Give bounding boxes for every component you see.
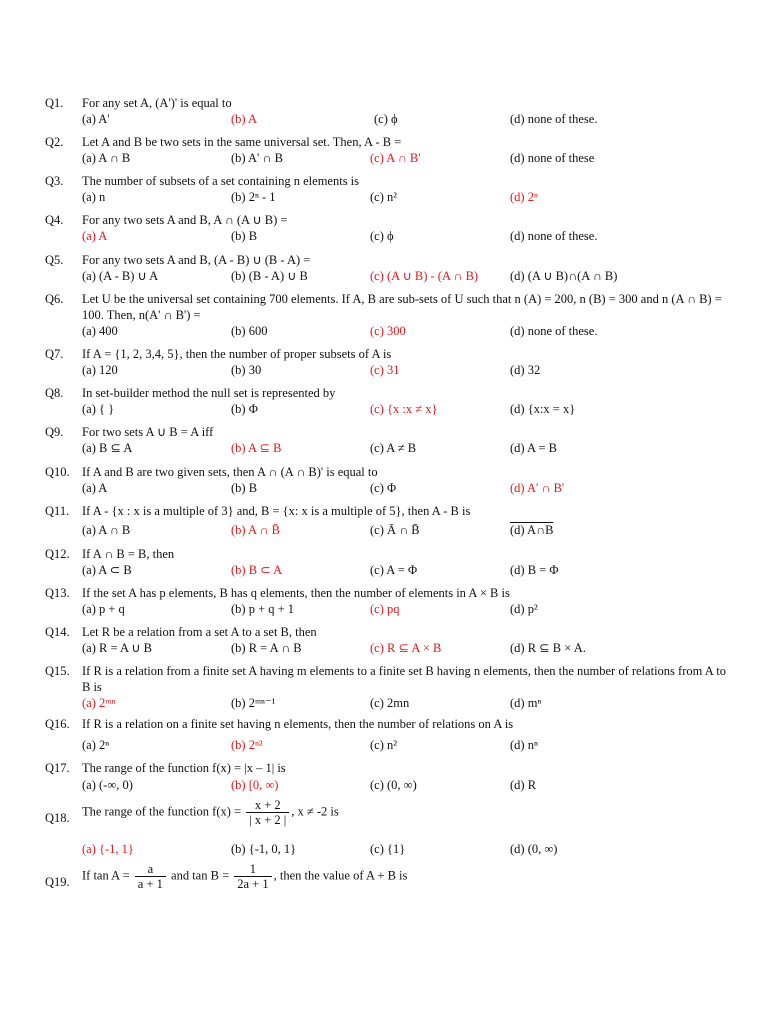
numerator: x + 2	[246, 798, 289, 813]
option-d: (d) nⁿ	[510, 738, 538, 752]
option-c: (c) n²	[370, 190, 397, 204]
option-b: (b) 2ⁿ²	[231, 738, 263, 752]
question-stem: Let U be the universal set containing 700 elements. If A, B are sub-sets of U such that n (A) = 200, n (B) = 300 and n (A ∩ B) = 100. Then, n(A' ∩ B') =	[82, 292, 722, 322]
option-b: (b) 30	[231, 363, 262, 377]
fraction	[234, 862, 271, 891]
option-a: (a) A'	[82, 112, 110, 126]
option-a: (a) A ∩ B	[82, 523, 131, 537]
option-b: (b) (B - A) ∪ B	[231, 269, 308, 283]
option-b: (b) [0, ∞)	[231, 778, 279, 792]
question-number: Q6.	[45, 292, 64, 306]
option-c: (c) 300	[370, 324, 406, 338]
option-b: (b) B	[231, 229, 258, 243]
question-number: Q7.	[45, 347, 64, 361]
question-number: Q10.	[45, 465, 70, 479]
question-stem	[82, 798, 732, 827]
option-c: (c) Ā ∩ B̄	[370, 523, 420, 537]
option-d: (d) none of these	[510, 151, 595, 165]
option-b: (b) 2ⁿ - 1	[231, 190, 276, 204]
stem-text: , x ≠ -2 is	[291, 804, 339, 819]
option-b: (b) A' ∩ B	[231, 151, 283, 165]
option-a: (a) 2ᵐⁿ	[82, 696, 116, 710]
option-c: (c) {1}	[370, 842, 406, 856]
question-stem: For any two sets A and B, (A - B) ∪ (B - A) =	[82, 253, 311, 267]
option-d: (d) R	[510, 778, 537, 792]
fraction	[135, 862, 166, 891]
option-a: (a) (A - B) ∪ A	[82, 269, 159, 283]
question-number: Q15.	[45, 664, 70, 678]
option-d: (d) A' ∩ B'	[510, 481, 565, 495]
question-number: Q3.	[45, 174, 64, 188]
option-b: (b) Φ	[231, 402, 258, 416]
option-d: (d) {x:x = x}	[510, 402, 576, 416]
question-stem: In set-builder method the null set is represented by	[82, 386, 336, 400]
option-c: (c) (0, ∞)	[370, 778, 417, 792]
question-number: Q8.	[45, 386, 64, 400]
option-a: (a) A	[82, 481, 108, 495]
option-c: (c) Φ	[370, 481, 397, 495]
question-stem: Let R be a relation from a set A to a set B, then	[82, 625, 317, 639]
option-b: (b) A	[231, 112, 258, 126]
option-d: (d) none of these.	[510, 112, 598, 126]
option-d: (d) (0, ∞)	[510, 842, 558, 856]
option-b: (b) B	[231, 481, 258, 495]
question-stem: If R is a relation on a finite set having n elements, then the number of relations on A is	[82, 717, 514, 731]
option-c: (c) 31	[370, 363, 400, 377]
option-d: (d) p²	[510, 602, 538, 616]
question-number: Q12.	[45, 547, 70, 561]
option-a: (a) (-∞, 0)	[82, 778, 133, 792]
option-a: (a) A ∩ B	[82, 151, 131, 165]
option-a: (a) 120	[82, 363, 118, 377]
question-stem: If the set A has p elements, B has q elements, then the number of elements in A × B is	[82, 586, 510, 600]
denominator: | x + 2 |	[249, 813, 287, 827]
option-c: (c) A ≠ B	[370, 441, 417, 455]
option-b: (b) A ⊆ B	[231, 441, 282, 455]
option-d: (d) A∩B	[510, 523, 554, 537]
stem-text: The range of the function f(x) =	[82, 804, 245, 819]
option-c: (c) 2mn	[370, 696, 410, 710]
option-c: (c) A ∩ B'	[370, 151, 421, 165]
question-stem: For two sets A ∪ B = A iff	[82, 425, 214, 439]
question-stem: The range of the function f(x) = |x – 1| is	[82, 761, 286, 775]
question-stem	[82, 862, 732, 891]
option-b: (b) A ∩ B̄	[231, 523, 280, 537]
option-d: (d) 2ⁿ	[510, 190, 538, 204]
stem-text: , then the value of A + B is	[273, 868, 408, 883]
option-a: (a) 2ⁿ	[82, 738, 110, 752]
question-number: Q2.	[45, 135, 64, 149]
option-c: (c) n²	[370, 738, 397, 752]
option-a: (a) A ⊂ B	[82, 563, 132, 577]
option-d: (d) none of these.	[510, 229, 598, 243]
option-d: (d) mⁿ	[510, 696, 542, 710]
question-number: Q1.	[45, 96, 64, 110]
option-c: (c) pq	[370, 602, 400, 616]
option-c: (c) A = Φ	[370, 563, 418, 577]
option-d: (d) none of these.	[510, 324, 598, 338]
question-number: Q17.	[45, 761, 70, 775]
question-stem: If A ∩ B = B, then	[82, 547, 175, 561]
question-number: Q14.	[45, 625, 70, 639]
option-c: (c) ϕ	[370, 229, 394, 243]
option-c: (c) R ⊆ A × B	[370, 641, 442, 655]
option-d: (d) (A ∪ B)∩(A ∩ B)	[510, 269, 618, 283]
option-b: (b) {-1, 0, 1}	[231, 842, 297, 856]
option-a: (a) { }	[82, 402, 115, 416]
question-stem: If A - {x : x is a multiple of 3} and, B = {x: x is a multiple of 5}, then A - B is	[82, 504, 471, 518]
denominator: a + 1	[137, 877, 163, 891]
option-a: (a) B ⊆ A	[82, 441, 133, 455]
option-d: (d) 32	[510, 363, 541, 377]
numerator: a	[135, 862, 166, 877]
fraction	[246, 798, 289, 827]
question-number: Q18.	[45, 811, 70, 825]
option-b: (b) B ⊂ A	[231, 563, 283, 577]
option-c: (c) {x :x ≠ x}	[370, 402, 438, 416]
option-d: (d) B = Φ	[510, 563, 559, 577]
option-b: (b) p + q + 1	[231, 602, 295, 616]
option-c: (c) ϕ	[374, 112, 398, 126]
question-number: Q4.	[45, 213, 64, 227]
option-d: (d) R ⊆ B × A.	[510, 641, 586, 655]
question-stem: Let A and B be two sets in the same universal set. Then, A - B =	[82, 135, 402, 149]
option-a: (a) 400	[82, 324, 118, 338]
option-a: (a) A	[82, 229, 108, 243]
option-b: (b) 600	[231, 324, 268, 338]
question-stem: If A and B are two given sets, then A ∩ (A ∩ B)' is equal to	[82, 465, 378, 479]
denominator: 2a + 1	[237, 877, 269, 891]
question-number: Q16.	[45, 717, 70, 731]
question-stem: For any two sets A and B, A ∩ (A ∪ B) =	[82, 213, 288, 227]
question-number: Q11.	[45, 504, 70, 518]
question-stem: For any set A, (A')' is equal to	[82, 96, 232, 110]
option-a: (a) {-1, 1}	[82, 842, 134, 856]
option-b: (b) 2ᵐⁿ⁻¹	[231, 696, 276, 710]
question-stem: The number of subsets of a set containing n elements is	[82, 174, 360, 188]
stem-text: and tan B =	[167, 868, 233, 883]
option-d: (d) A = B	[510, 441, 557, 455]
question-number: Q19.	[45, 875, 70, 889]
question-stem: If R is a relation from a finite set A having m elements to a finite set B having n elements, then the number of relations from A to B is	[82, 664, 726, 694]
question-number: Q5.	[45, 253, 64, 267]
option-b: (b) R = A ∩ B	[231, 641, 302, 655]
numerator: 1	[234, 862, 271, 877]
option-a: (a) R = A ∪ B	[82, 641, 153, 655]
option-a: (a) n	[82, 190, 106, 204]
stem-text: If tan A =	[82, 868, 133, 883]
question-number: Q13.	[45, 586, 70, 600]
option-a: (a) p + q	[82, 602, 125, 616]
option-c: (c) (A ∪ B) - (A ∩ B)	[370, 269, 479, 283]
question-number: Q9.	[45, 425, 64, 439]
question-stem: If A = {1, 2, 3,4, 5}, then the number of proper subsets of A is	[82, 347, 392, 361]
